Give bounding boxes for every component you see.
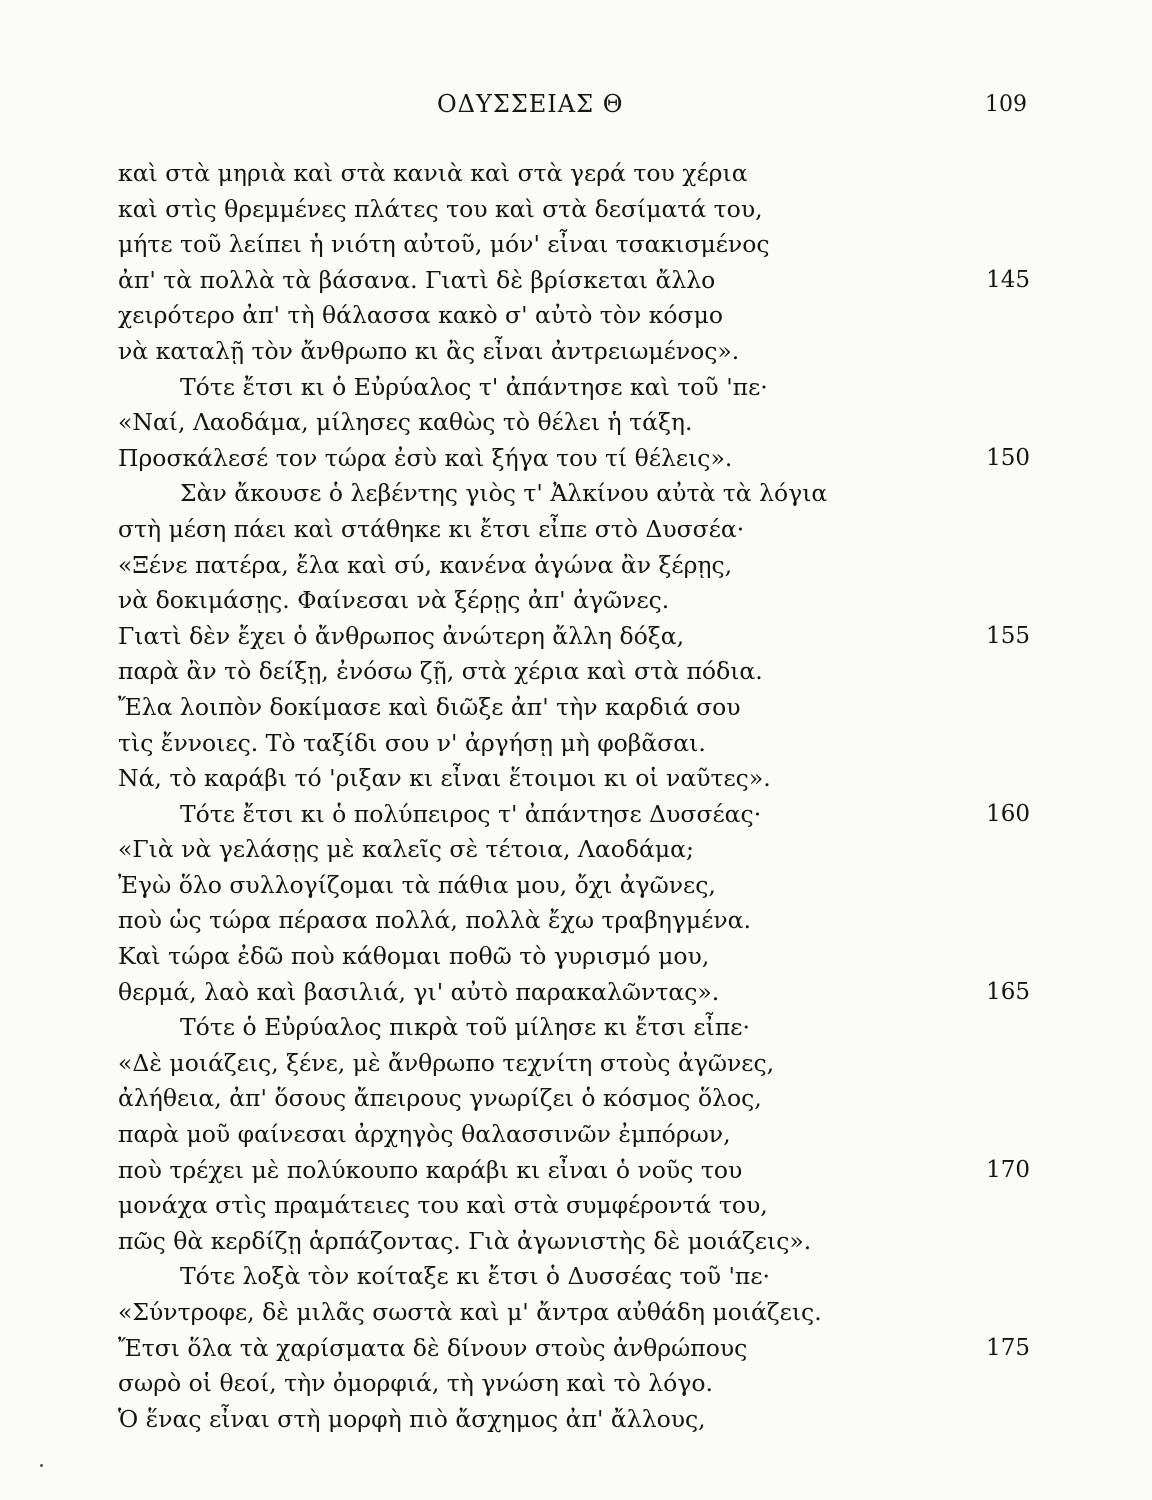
poem-line (118, 548, 1030, 584)
poem-line (118, 939, 1030, 975)
line-number: 170 (986, 1156, 1030, 1183)
poem-line (118, 192, 1030, 228)
poem-line (118, 583, 1030, 619)
line-number: 175 (986, 1334, 1030, 1361)
poem-line-text: νὰ δοκιμάσῃς. Φαίνεσαι νὰ ξέρῃς ἀπ' ἀγῶνες. (118, 586, 670, 615)
poem-line (118, 334, 1030, 370)
poem-line (118, 405, 1030, 441)
line-number: 150 (986, 444, 1030, 471)
poem-line (118, 441, 1030, 477)
poem-line-text: στὴ μέση πάει καὶ στάθηκε κι ἔτσι εἶπε στὸ Δυσσέα· (118, 514, 745, 543)
poem-line-text: Ἔτσι ὅλα τὰ χαρίσματα δὲ δίνουν στοὺς ἀνθρώπους (118, 1333, 748, 1362)
poem-line-text: Γιατὶ δὲν ἔχει ὁ ἄνθρωπος ἀνώτερη ἄλλη δόξα, (118, 621, 685, 650)
poem-line-text: καὶ στὰ μηριὰ καὶ στὰ κανιὰ καὶ στὰ γερά του χέρια (118, 159, 748, 187)
page-number: 109 (985, 92, 1027, 117)
poem-line-text: χειρότερο ἀπ' τὴ θάλασσα κακὸ σ' αὐτὸ τὸν κόσμο (118, 301, 724, 330)
poem-line (118, 975, 1030, 1011)
line-number: 165 (986, 978, 1030, 1005)
poem-line (118, 1295, 1030, 1331)
poem-line (118, 263, 1030, 299)
poem-line-text: παρὰ ἂν τὸ δείξῃ, ἐνόσω ζῇ, στὰ χέρια καὶ στὰ πόδια. (118, 657, 763, 686)
poem-line-text: θερμά, λαὸ καὶ βασιλιά, γι' αὐτὸ παρακαλῶντας». (118, 977, 720, 1006)
line-number: 155 (986, 622, 1030, 649)
poem-line-text: Τότε ἔτσι κι ὁ Εὐρύαλος τ' ἀπάντησε καὶ τοῦ 'πε· (180, 372, 768, 401)
page-header-title: ΟΔΥΣΣΕΙΑΣ Θ (437, 90, 624, 118)
poem-line-text: πῶς θὰ κερδίζῃ ἁρπάζοντας. Γιὰ ἀγωνιστὴς δὲ μοιάζεις». (118, 1226, 812, 1255)
poem-line (118, 156, 1030, 192)
poem-line (118, 1259, 1030, 1295)
poem-text (118, 156, 1030, 1437)
line-number: 160 (986, 800, 1030, 827)
poem-line (118, 1153, 1030, 1189)
poem-line (118, 1188, 1030, 1224)
poem-line-text: Νά, τὸ καράβι τό 'ριξαν κι εἶναι ἕτοιμοι κι οἱ ναῦτες». (118, 764, 771, 793)
poem-line (118, 512, 1030, 548)
poem-line (118, 1010, 1030, 1046)
poem-line (118, 619, 1030, 655)
poem-line-text: Τότε ἔτσι κι ὁ πολύπειρος τ' ἀπάντησε Δυσσέας· (180, 799, 762, 828)
poem-line-text: Ἐγὼ ὅλο συλλογίζομαι τὰ πάθια μου, ὄχι ἀγῶνες, (118, 870, 716, 899)
poem-line (118, 761, 1030, 797)
poem-line-text: καὶ στὶς θρεμμένες πλάτες του καὶ στὰ δεσίματά του, (118, 194, 763, 223)
poem-line-text: «Σύντροφε, δὲ μιλᾶς σωστὰ καὶ μ' ἄντρα αὐθάδη μοιάζεις. (118, 1298, 822, 1326)
poem-line-text: παρὰ μοῦ φαίνεσαι ἀρχηγὸς θαλασσινῶν ἐμπόρων, (118, 1120, 731, 1149)
poem-line-text: Τότε ὁ Εὐρύαλος πικρὰ τοῦ μίλησε κι ἔτσι εἶπε· (180, 1013, 750, 1042)
poem-line (118, 726, 1030, 762)
poem-line-text: «Δὲ μοιάζεις, ξένε, μὲ ἄνθρωπο τεχνίτη στοὺς ἀγῶνες, (118, 1048, 775, 1077)
page-speck (40, 1464, 43, 1467)
poem-line-text: Τότε λοξὰ τὸν κοίταξε κι ἔτσι ὁ Δυσσέας τοῦ 'πε· (180, 1262, 771, 1291)
poem-line (118, 868, 1030, 904)
poem-line-text: «Ναί, Λαοδάμα, μίλησες καθὼς τὸ θέλει ἡ τάξη. (118, 408, 693, 437)
poem-line (118, 1117, 1030, 1153)
poem-line-text: ποὺ ὡς τώρα πέρασα πολλά, πολλὰ ἔχω τραβηγμένα. (118, 906, 752, 935)
poem-line-text: τὶς ἔννοιες. Τὸ ταξίδι σου ν' ἀργήσῃ μὴ φοβᾶσαι. (118, 728, 706, 757)
poem-line (118, 1081, 1030, 1117)
poem-line-text: μήτε τοῦ λείπει ἡ νιότη αὐτοῦ, μόν' εἶναι τσακισμένος (118, 230, 770, 259)
poem-line-text: ἀλήθεια, ἀπ' ὅσους ἄπειρους γνωρίζει ὁ κόσμος ὅλος, (118, 1084, 762, 1113)
poem-line-text: μονάχα στὶς πραμάτειες του καὶ στὰ συμφέροντά του, (118, 1191, 768, 1220)
poem-line (118, 1046, 1030, 1082)
poem-line-text: Προσκάλεσέ τον τώρα ἐσὺ καὶ ξήγα του τί θέλεις». (118, 443, 733, 472)
poem-line-text: ἀπ' τὰ πολλὰ τὰ βάσανα. Γιατὶ δὲ βρίσκεται ἄλλο (118, 265, 716, 294)
poem-line (118, 1331, 1030, 1367)
poem-line (118, 1402, 1030, 1438)
poem-line-text: νὰ καταλῇ τὸν ἄνθρωπο κι ἂς εἶναι ἀντρειωμένος». (118, 336, 740, 365)
poem-line (118, 476, 1030, 512)
poem-line (118, 1224, 1030, 1260)
poem-line (118, 690, 1030, 726)
line-number: 145 (986, 266, 1030, 293)
poem-line-text: σωρὸ οἱ θεοί, τὴν ὀμορφιά, τὴ γνώση καὶ τὸ λόγο. (118, 1369, 713, 1398)
poem-line-text: Καὶ τώρα ἐδῶ ποὺ κάθομαι ποθῶ τὸ γυρισμό μου, (118, 942, 710, 971)
poem-line-text: Ὁ ἕνας εἶναι στὴ μορφὴ πιὸ ἄσχημος ἀπ' ἄλλους, (118, 1404, 706, 1433)
poem-line-text: ποὺ τρέχει μὲ πολύκουπο καράβι κι εἶναι ὁ νοῦς του (118, 1155, 743, 1184)
poem-line-text: Ἔλα λοιπὸν δοκίμασε καὶ διῶξε ἀπ' τὴν καρδιά σου (118, 692, 741, 721)
poem-line (118, 654, 1030, 690)
poem-line (118, 903, 1030, 939)
poem-line (118, 1366, 1030, 1402)
poem-line (118, 298, 1030, 334)
poem-line (118, 370, 1030, 406)
poem-line (118, 797, 1030, 833)
poem-line (118, 832, 1030, 868)
poem-line-text: «Γιὰ νὰ γελάσῃς μὲ καλεῖς σὲ τέτοια, Λαοδάμα; (118, 835, 694, 864)
poem-line (118, 227, 1030, 263)
poem-line-text: Σὰν ἄκουσε ὁ λεβέντης γιὸς τ' Ἀλκίνου αὐτὰ τὰ λόγια (180, 479, 828, 508)
poem-line-text: «Ξένε πατέρα, ἔλα καὶ σύ, κανένα ἀγώνα ἂν ξέρῃς, (118, 550, 733, 579)
